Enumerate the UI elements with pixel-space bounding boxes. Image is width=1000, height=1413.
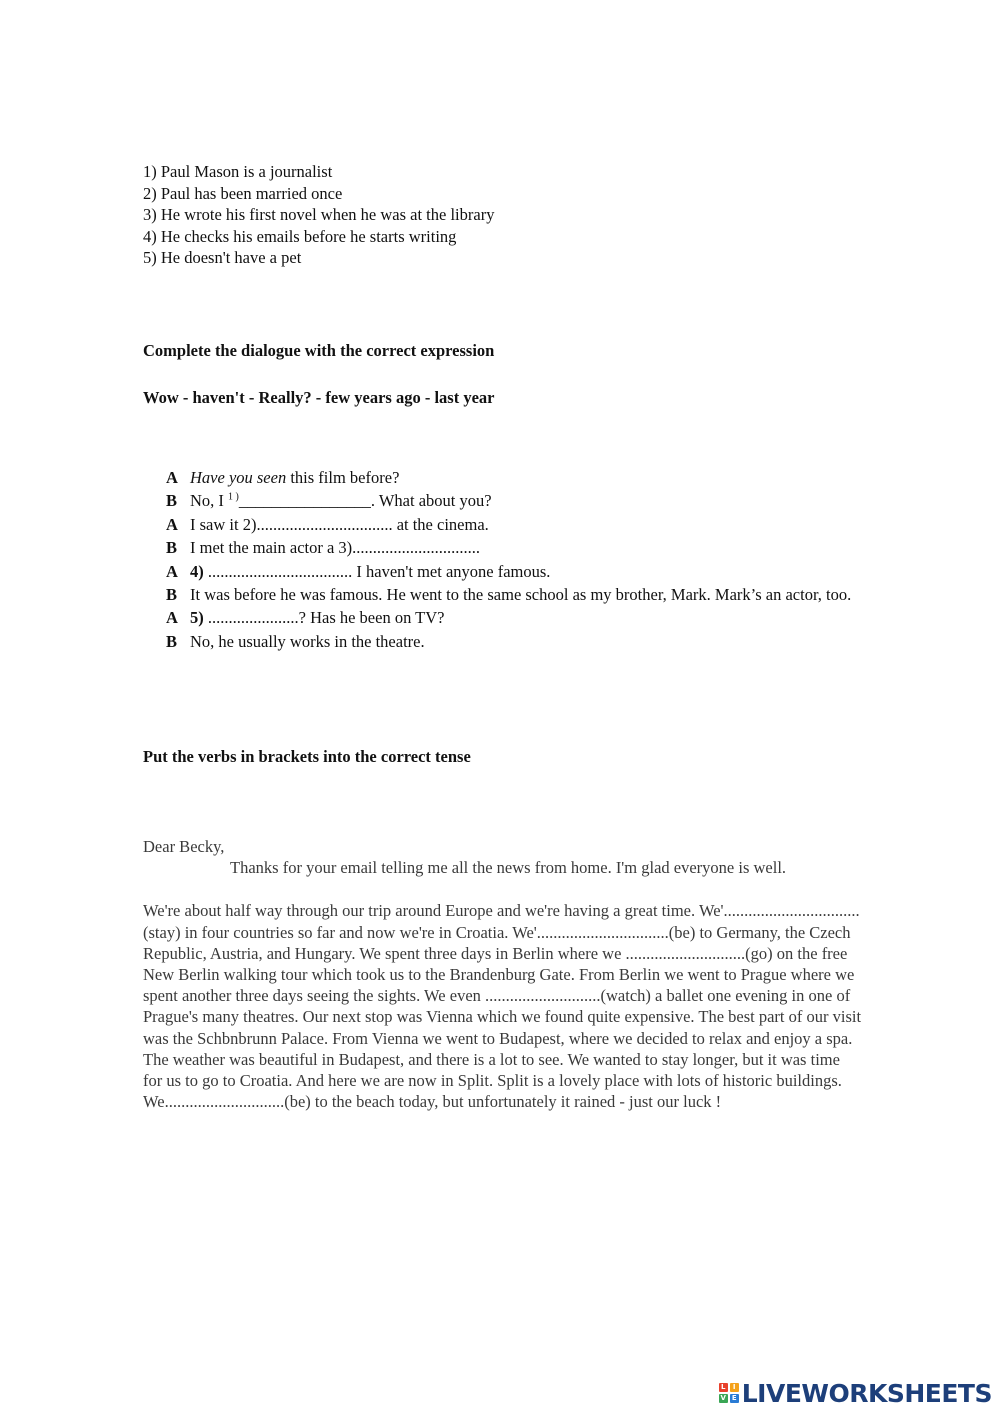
statement-2: 2) Paul has been married once (143, 183, 343, 203)
speaker-label: A (166, 468, 178, 487)
letter-greeting: Dear Becky, (143, 837, 225, 856)
dialogue-italic: Have you seen (190, 468, 287, 487)
blank-number: 4) (190, 561, 204, 581)
statement-4: 4) He checks his emails before he starts writing (143, 226, 457, 246)
letter-body[interactable]: We're about half way through our trip around Europe and we're having a great time. We'.................................(stay) in four countries so far and now we're in Croatia. We'................................(be) to Germany, the Czech Republic, Austria, and Hungary. We spent three days in Berlin where we .............................(go) on the free New Berlin walking tour which took us to the Brandenburg Gate. From Berlin we went to Prague where we spent another three days seeing the sights. We even ............................(watch) a ballet one evening in one of Prague's many theatres. Our next stop was Vienna which we found quite expensive. The best part of our visit was the Schbnbrunn Palace. From Vienna we went to Budapest, where we decided to relax and enjoy a spa. The weather was beautiful in Budapest, and there is a lot to see. We wanted to stay longer, but it was time for us to go to Croatia. And here we are now in Split. Split is a lovely place with lots of historic buildings. We.............................(be) to the beach today, but unfortunately it rained - just our luck ! (143, 901, 862, 1112)
word-bank: Wow - haven't - Really? - few years ago - last year (143, 388, 495, 407)
speaker-label: B (166, 538, 178, 558)
blank-number: 1 ) (228, 491, 239, 503)
dialogue-line-5 (166, 560, 866, 583)
dialogue-text: It was before he was famous. He went to the same school as my brother, Mark. Mark’s an actor, too. (190, 585, 852, 605)
statement-1: 1) Paul Mason is a journalist (143, 162, 333, 181)
blank-4[interactable]: ................................... I haven't met anyone famous. (203, 561, 551, 581)
blank-3[interactable]: I met the main actor a 3)............................... (190, 538, 481, 558)
speaker-label: B (166, 491, 178, 511)
blank-2[interactable]: I saw it 2)................................. at the cinema. (190, 514, 489, 534)
dialogue-text: No, I (190, 491, 229, 511)
verbs-heading: Put the verbs in brackets into the correct tense (143, 747, 471, 766)
dialogue-line-2 (166, 489, 866, 512)
dialogue-line-3 (166, 513, 866, 536)
dialogue (166, 466, 866, 653)
statement-5: 5) He doesn't have a pet (143, 248, 302, 267)
dialogue-line-8 (166, 630, 866, 653)
logo-mark-cell: E (730, 1394, 739, 1403)
blank-5[interactable]: ......................? Has he been on TV? (203, 608, 445, 628)
dialogue-text: this film before? (286, 468, 400, 487)
speaker-label: A (166, 608, 178, 628)
logo-mark-cell: I (730, 1383, 739, 1392)
letter (143, 836, 863, 1112)
statement-3: 3) He wrote his first novel when he was at the library (143, 205, 495, 224)
blank-number: 5) (190, 608, 204, 628)
logo-text: LIVEWORKSHEETS (741, 1378, 992, 1408)
speaker-label: A (166, 561, 178, 581)
dialogue-text: No, he usually works in the theatre. (190, 631, 425, 651)
speaker-label: B (166, 585, 178, 605)
logo-mark-icon (719, 1383, 739, 1403)
logo-mark-cell: V (720, 1394, 726, 1402)
dialogue-heading: Complete the dialogue with the correct expression (143, 341, 495, 360)
speaker-label: A (166, 514, 178, 534)
liveworksheets-logo (719, 1380, 992, 1406)
logo-mark-cell: L (719, 1383, 728, 1392)
speaker-label: B (166, 631, 178, 651)
letter-thanks: Thanks for your email telling me all the news from home. I'm glad everyone is well. (230, 858, 787, 878)
true-false-statements (143, 161, 494, 269)
dialogue-line-6 (166, 583, 866, 606)
dialogue-line-1 (166, 466, 866, 489)
dialogue-line-4 (166, 536, 866, 559)
blank-1[interactable]: ________________. What about you? (238, 491, 492, 511)
dialogue-line-7 (166, 606, 866, 629)
